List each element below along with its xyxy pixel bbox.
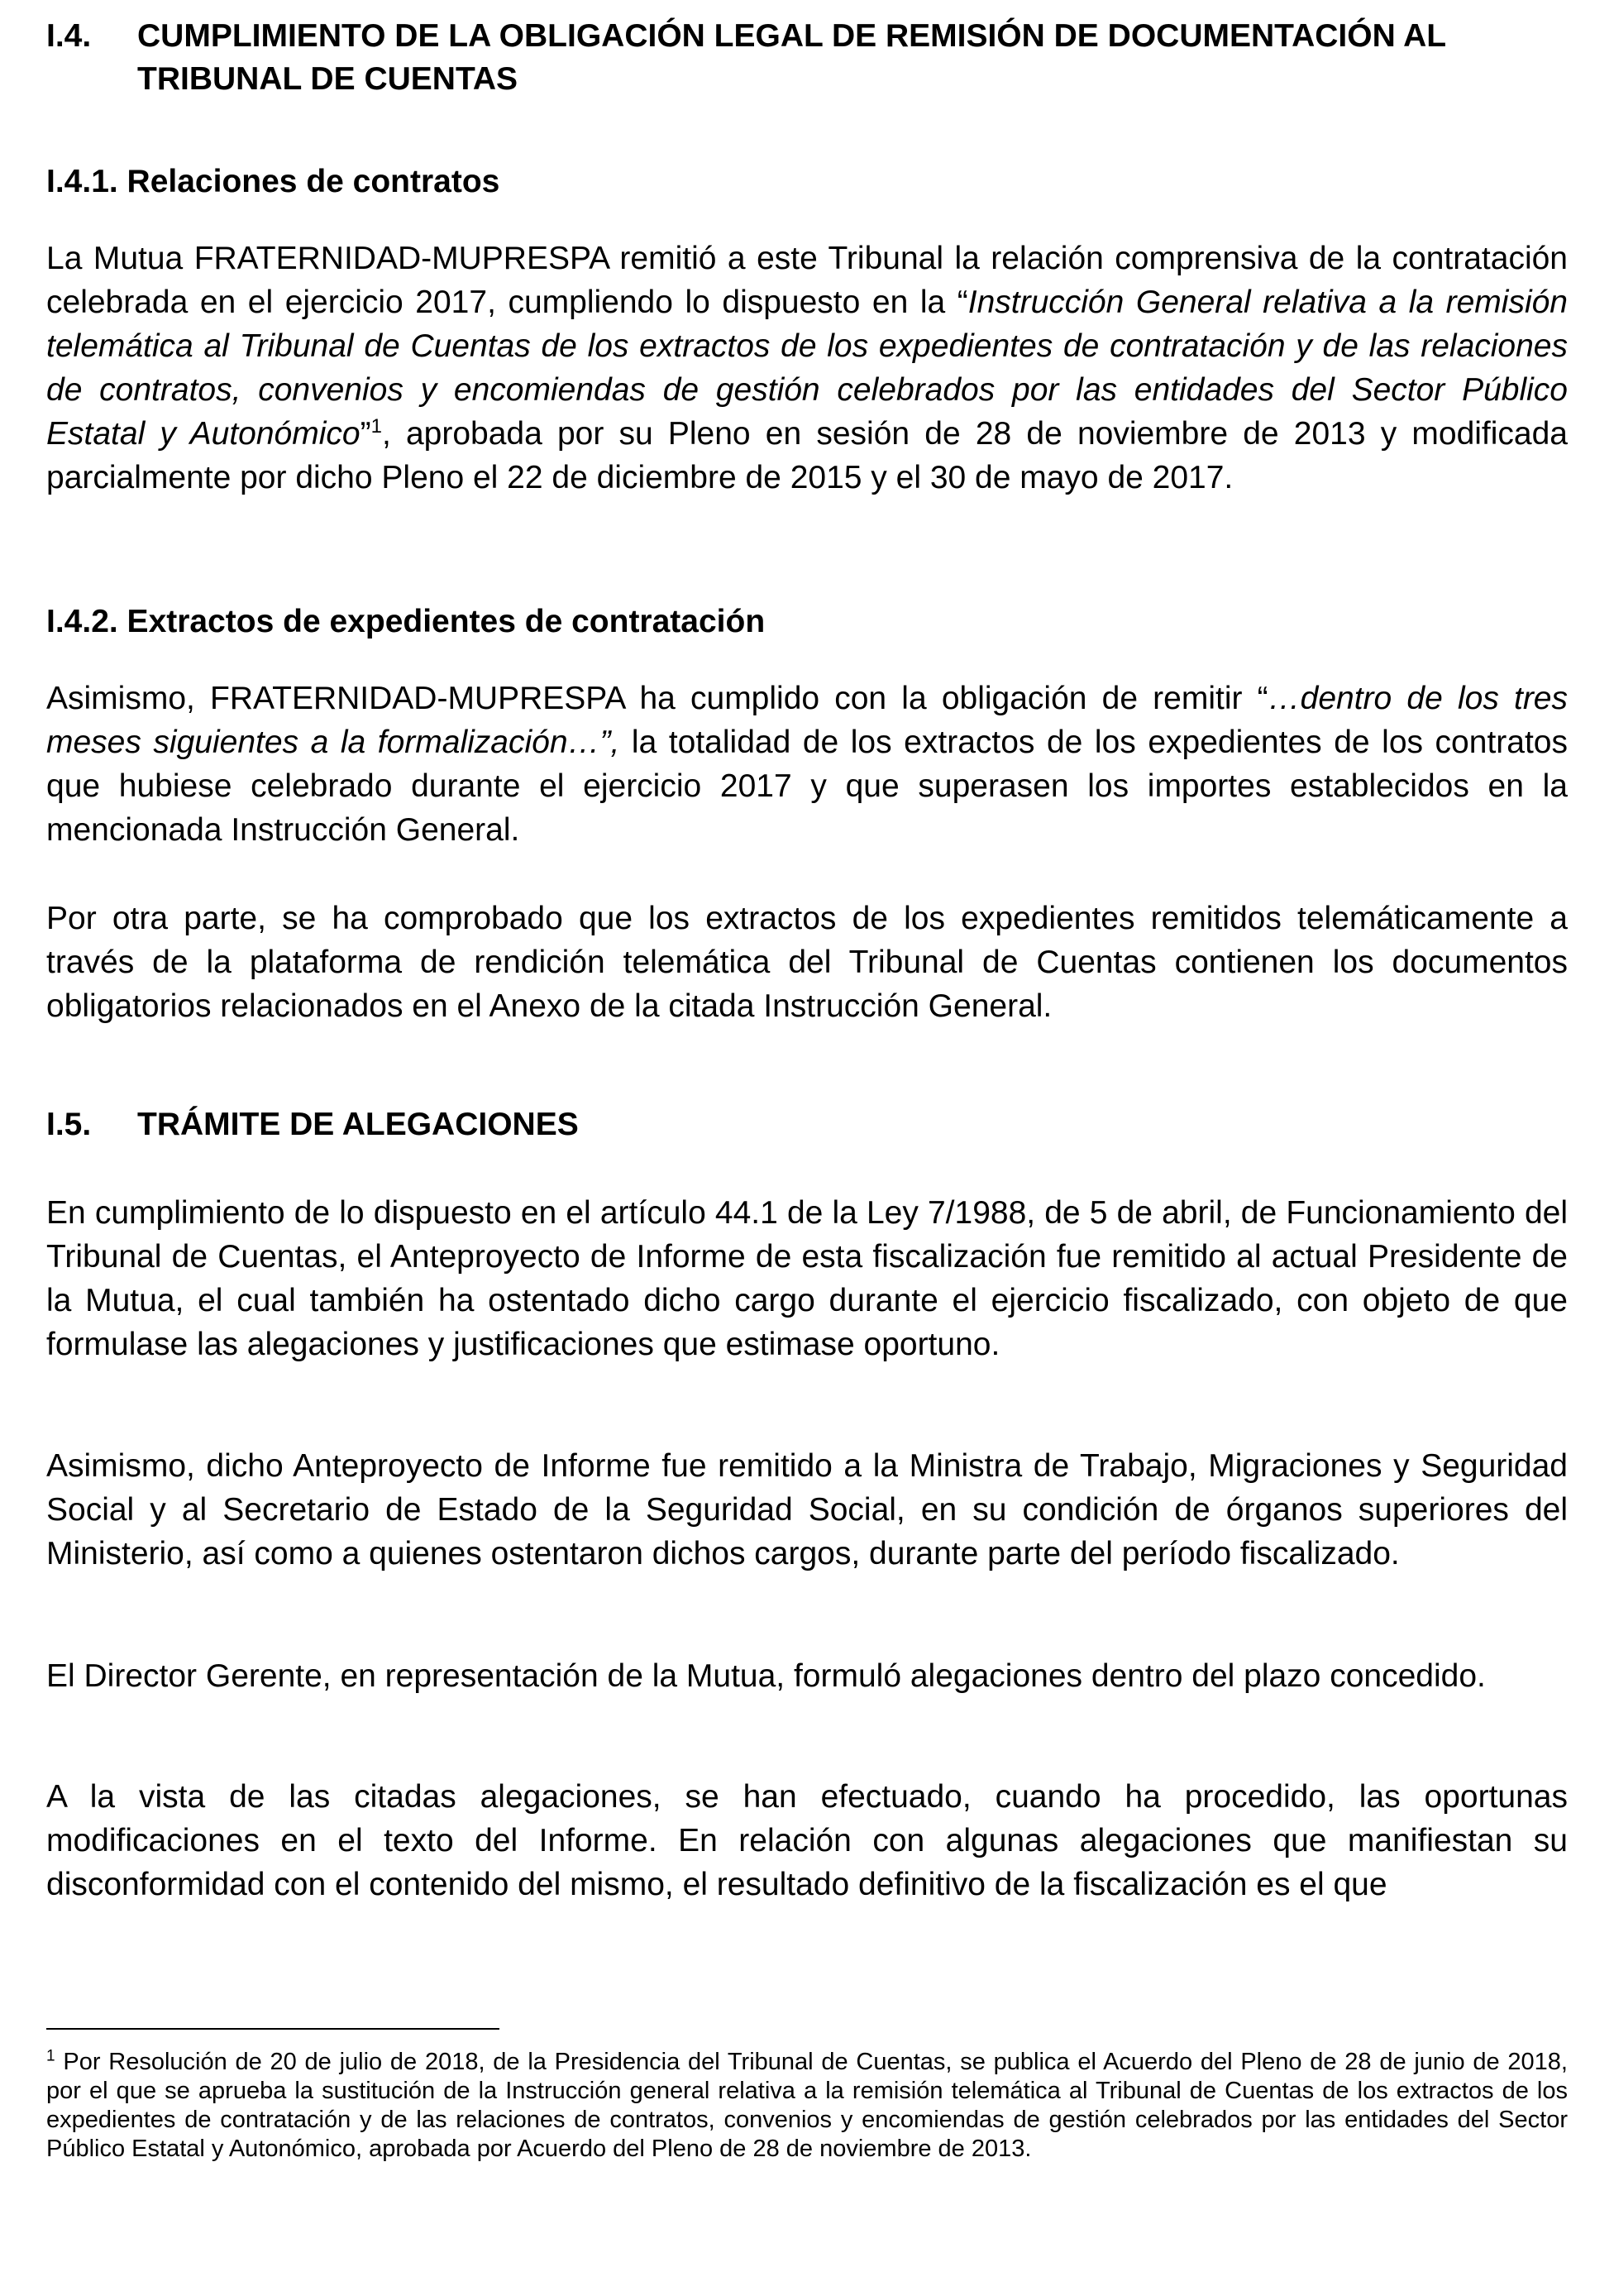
section-i4-title: CUMPLIMIENTO DE LA OBLIGACIÓN LEGAL DE REMISIÓN DE DOCUMENTACIÓN AL TRIBUNAL DE CUENTAS	[137, 18, 1446, 97]
text-run: , aprobada por su Pleno en sesión de 28 de noviembre de 2013 y modificada parcialmente por dicho Pleno el 22 de diciembre de 2015 y el 30 de mayo de 2017.	[46, 416, 1568, 495]
instruction-title-italic: Instrucción General relativa a la remisión telemática al Tribunal de Cuentas de los extractos de los expedientes de contratación y de las relaciones de contratos, convenios y encomiendas de gestión celebrados por las entidades del Sector Público Estatal y Autonómico	[46, 285, 1568, 452]
section-i4-1-paragraph	[46, 237, 1568, 500]
text-run: Asimismo, FRATERNIDAD-MUPRESPA ha cumplido con la obligación de remitir “	[46, 681, 1268, 716]
section-i5-paragraph-3: El Director Gerente, en representación de la Mutua, formuló alegaciones dentro del plazo concedido.	[46, 1658, 1486, 1694]
section-i4-heading	[46, 15, 1568, 101]
footnote-reference: 1	[370, 415, 382, 438]
footnote-text: Por Resolución de 20 de julio de 2018, de la Presidencia del Tribunal de Cuentas, se publica el Acuerdo del Pleno de 28 de junio de 2018, por el que se aprueba la sustitución de la Instrucción general relativa a la remisión telemática al Tribunal de Cuentas de los extractos de los expedientes de contratación y de las relaciones de contratos, convenios y encomiendas de gestión celebrados por las entidades del Sector Público Estatal y Autonómico, aprobada por Acuerdo del Pleno de 28 de noviembre de 2013.	[46, 2049, 1568, 2162]
section-i5-title: TRÁMITE DE ALEGACIONES	[137, 1107, 579, 1142]
section-i4-1-title: I.4.1. Relaciones de contratos	[46, 164, 500, 199]
section-i5-number: I.5.	[46, 1107, 92, 1142]
section-i5-paragraph-1: En cumplimiento de lo dispuesto en el artículo 44.1 de la Ley 7/1988, de 5 de abril, de Funcionamiento del Tribunal de Cuentas, el Anteproyecto de Informe de esta fiscalización fue remitido al actual Presidente de la Mutua, el cual también ha ostentado dicho cargo durante el ejercicio fiscalizado, con objeto de que formulase las alegaciones y justificaciones que estimase oportuno.	[46, 1195, 1568, 1362]
text-run: ”	[360, 416, 371, 452]
quote-italic: …dentro de los tres meses siguientes a la formalización…”,	[46, 681, 1568, 760]
section-i5-paragraph-4: A la vista de las citadas alegaciones, se han efectuado, cuando ha procedido, las oportunas modificaciones en el texto del Informe. En relación con algunas alegaciones que manifiestan su disconformidad con el contenido del mismo, el resultado definitivo de la fiscalización es el que	[46, 1779, 1568, 1902]
section-i5-heading	[46, 1103, 1568, 1146]
footnote	[46, 2048, 1568, 2164]
section-i4-2-paragraph-1	[46, 677, 1568, 852]
section-i5-paragraph-2: Asimismo, dicho Anteproyecto de Informe fue remitido a la Ministra de Trabajo, Migraciones y Seguridad Social y al Secretario de Estado de la Seguridad Social, en su condición de órganos superiores del Ministerio, así como a quienes ostentaron dichos cargos, durante parte del período fiscalizado.	[46, 1448, 1568, 1571]
section-i4-2-paragraph-2: Por otra parte, se ha comprobado que los extractos de los expedientes remitidos telemáticamente a través de la plataforma de rendición telemática del Tribunal de Cuentas contienen los documentos obligatorios relacionados en el Anexo de la citada Instrucción General.	[46, 901, 1568, 1024]
footnote-separator	[46, 2028, 499, 2030]
text-run: La Mutua FRATERNIDAD-MUPRESPA remitió a este Tribunal la relación comprensiva de la contratación celebrada en el ejercicio 2017, cumpliendo lo dispuesto en la “	[46, 241, 1568, 320]
section-i4-number: I.4.	[46, 18, 92, 54]
section-i4-2-title: I.4.2. Extractos de expedientes de contratación	[46, 604, 766, 639]
footnote-number: 1	[46, 2047, 55, 2065]
text-run: la totalidad de los extractos de los expedientes de los contratos que hubiese celebrado durante el ejercicio 2017 y que superasen los importes establecidos en la mencionada Instrucción General.	[46, 725, 1568, 848]
